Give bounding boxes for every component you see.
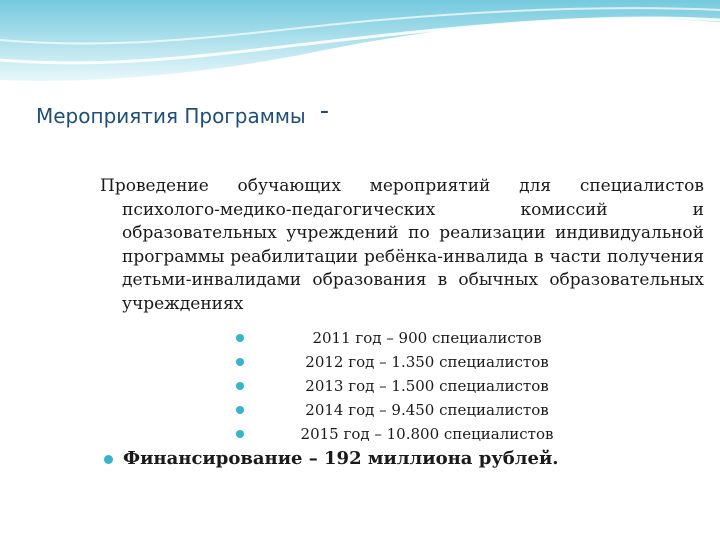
list-item <box>232 350 592 374</box>
slide-title-text: Мероприятия Программы <box>36 104 306 128</box>
bullet-icon <box>236 430 244 438</box>
bullet-icon <box>236 406 244 414</box>
list-item-text: 2014 год – 9.450 специалистов <box>305 401 549 419</box>
funding-statement <box>104 448 559 469</box>
list-item <box>232 374 592 398</box>
bullet-icon <box>236 358 244 366</box>
list-item-text: 2012 год – 1.350 специалистов <box>305 353 549 371</box>
bullet-icon <box>236 382 244 390</box>
list-item <box>232 422 592 446</box>
list-item <box>232 398 592 422</box>
bullet-icon <box>104 455 113 464</box>
list-item-text: 2013 год – 1.500 специалистов <box>305 377 549 395</box>
list-item-text: 2011 год – 900 специалистов <box>312 329 542 347</box>
list-item <box>232 326 592 350</box>
yearly-specialists-list <box>232 326 592 446</box>
list-item-text: 2015 год – 10.800 специалистов <box>300 425 554 443</box>
funding-text: Финансирование – 192 миллиона рублей. <box>123 448 559 469</box>
slide-title-dash: - <box>319 96 330 126</box>
bullet-icon <box>236 334 244 342</box>
header-wave-decoration <box>0 0 720 90</box>
slide-title <box>36 96 330 128</box>
intro-paragraph: Проведение обучающих мероприятий для специалистов психолого-медико-педагогических комиссий и образовательных учреждений по реализации индивидуальной программы реабилитации ребёнка-инвалида в части получения детьми-инвалидами образования в обычных образовательных учреждениях <box>100 176 704 314</box>
